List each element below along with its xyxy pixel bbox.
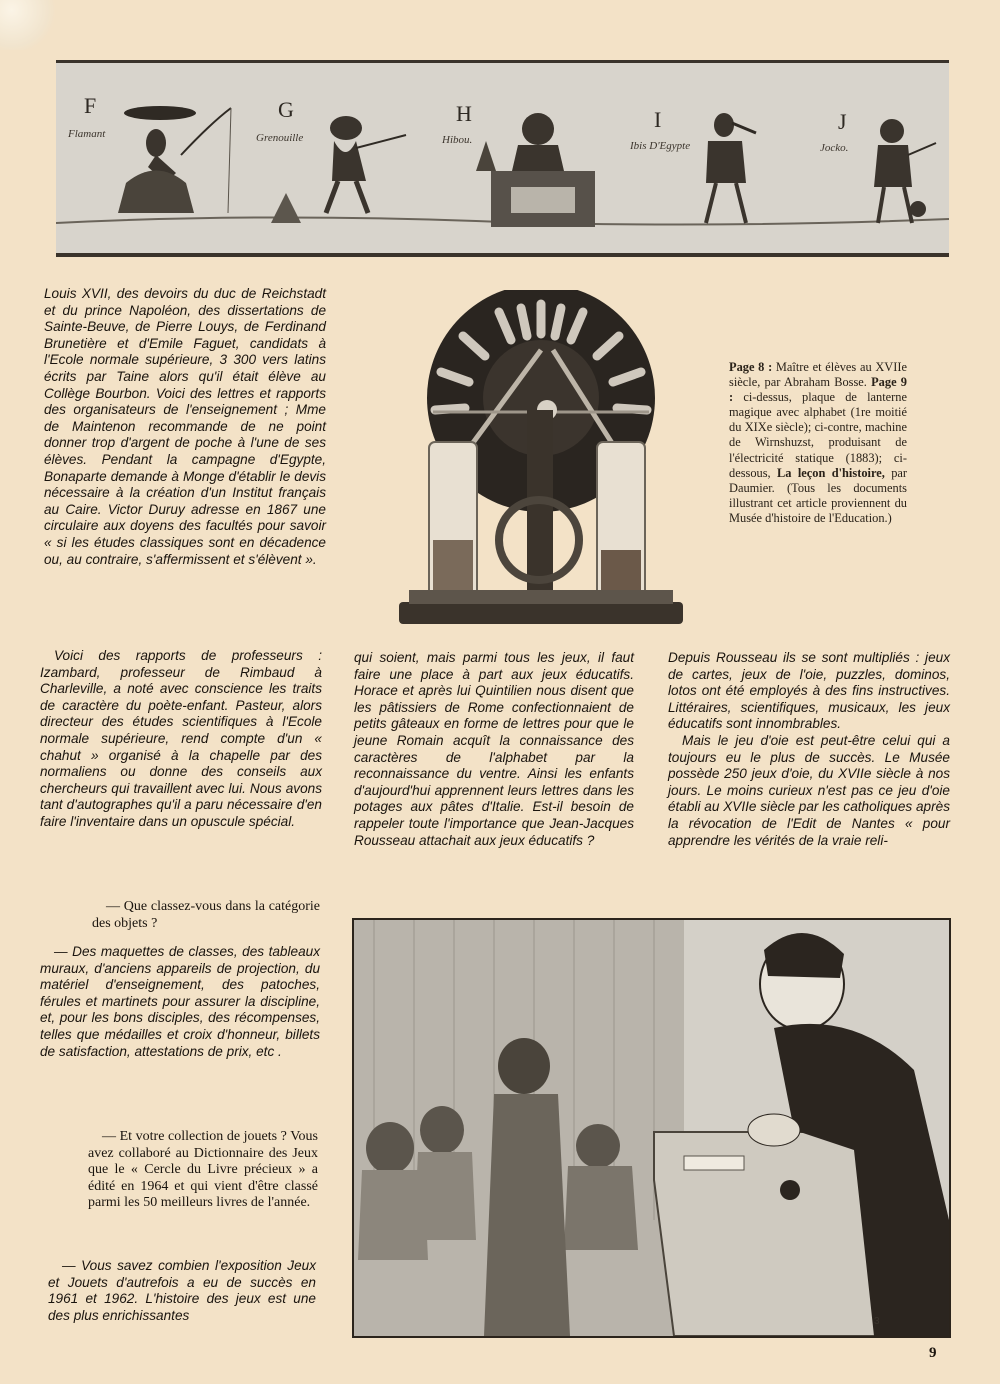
page-number: 9 (929, 1345, 937, 1361)
banner-letter: J (838, 109, 847, 134)
article-paragraph (354, 650, 634, 849)
paragraph-text: Mais le jeu d'oie est peut-être celui qui a toujours eu le plus de succès. Le Musée possède 250 jeux d'oie, du XVIIe siècle à nos jours. Le moins curieux n'est pas ce jeu d'oie établi au XVIIe siècle par les catholiques après la révocation de l'Edit de Nantes « pour apprendre les vérités de la vraie reli- (668, 732, 950, 848)
interview-answer (40, 944, 320, 1060)
caption-text: Maître et élèves au XVIIe siècle, par Abraham Bosse. (729, 360, 907, 390)
article-paragraph (44, 286, 326, 568)
interview-question (88, 1129, 318, 1212)
history-lesson-lithograph (352, 918, 951, 1338)
electrostatic-machine-photo (393, 290, 689, 630)
lantern-plate-illustration (56, 60, 949, 257)
caption-lead: La leçon d'histoire, (777, 465, 885, 480)
banner-name: Hibou. (442, 134, 473, 146)
banner-name: Grenouille (256, 132, 304, 144)
paragraph-text: Louis XVII, des devoirs du duc de Reichstadt et du prince Napoléon, des dissertations de Sainte-Beuve, de Pierre Louys, de Ferdinand Brunetière et d'Emile Faguet, candidats à l'Ecole normale supérieure, 3 300 vers latins écrits par Taine alors qu'il était élève au Collège Bourbon. Voici des lettres et rapports des organisateurs de l'enseignement ; Mme de Maintenon recommande de ne point donner trop d'argent de poche à l'une de ses élèves. Pendant la campagne d'Egypte, Bonaparte demande à Monge d'établir le devis nécessaire à la création d'un Institut français au Caire. Victor Duruy adresse en 1867 une circulaire aux doyens des facultés pour savoir « si les études classiques sont en décadence ou, au contraire, s'affermissent et s'élèvent ». (44, 286, 326, 567)
caption-text: par Daumier. (Tous les documents illustrant cet article proviennent du Musée d'histoire de l'Education.) (729, 465, 908, 525)
caption-lead: Page 9 : (729, 375, 907, 405)
figure-caption (729, 360, 907, 526)
banner-letter: F (84, 93, 97, 118)
banner-letter: G (278, 97, 294, 122)
question-text: — Et votre collection de jouets ? Vous avez collaboré au Dictionnaire des Jeux que le « Cercle du Livre précieux » a édité en 1964 et qui vient d'être classé parmi les 50 meilleurs livres de l'année. (88, 1129, 318, 1211)
caption-lead: Page 8 : (729, 360, 773, 374)
article-paragraph (668, 650, 950, 849)
artist-mark: 3 (874, 1316, 880, 1327)
interview-question (92, 899, 320, 932)
paragraph-text: qui soient, mais parmi tous les jeux, il faut faire une place à part aux jeux éducatifs. Horace et après lui Quintilien nous disent que les pâtissiers de Rome confectionnaient de petits gâteaux en forme de lettres pour que le jeune Romain acquît la connaissance des caractères de l'alphabet par la reconnaissance du ventre. Ainsi les enfants d'aujourd'hui apprennent leurs lettres dans les potages aux pâtes d'Italie. Est-il besoin de rappeler toute l'importance que Jean-Jacques Rousseau attachait aux jeux éducatifs ? (354, 650, 634, 848)
paper-stain (0, 0, 58, 50)
article-paragraph (40, 648, 322, 831)
interview-answer (48, 1258, 316, 1324)
caption-text: ci-dessus, plaque de lanterne magique avec alphabet (1re moitié du XIXe siècle); ci-contre, machine de Wirnshuzst, produisant de l'électricité statique (1883); ci-dessous, (729, 390, 907, 480)
paragraph-text: Depuis Rousseau ils se sont multipliés : jeux de cartes, jeux de l'oie, puzzles, dominos, lotos ont été employés à des fins instructives. Littéraires, scientifiques, musicaux, les jeux éducatifs sont innombrables. (668, 650, 950, 732)
answer-text: — Vous savez combien l'exposition Jeux et Jouets d'autrefois a eu de succès en 1961 et 1962. L'histoire des jeux est une des plus enrichissantes (48, 1258, 316, 1323)
banner-name: Flamant (68, 128, 106, 140)
question-text: — Que classez-vous dans la catégorie des objets ? (92, 899, 320, 931)
banner-letter: H (456, 101, 472, 126)
paragraph-text: Voici des rapports de professeurs : Izambard, professeur de Rimbaud à Charleville, a noté avec conscience les traits de caractère du poète-enfant. Pasteur, alors directeur des études scientifiques à l'Ecole normale supérieure, rend compte d'un « chahut » organisé à la chapelle par des normaliens ou donne des conseils aux chercheurs qui travaillent avec lui. Nous avons tant d'autographes qu'il a paru nécessaire d'en faire l'inventaire dans un opuscule spécial. (40, 648, 322, 829)
banner-letter: I (654, 107, 662, 132)
answer-text: — Des maquettes de classes, des tableaux muraux, d'anciens appareils de projection, du matériel d'enseignement, des patoches, férules et martinets pour assurer la discipline, et, pour les bons disciples, des récompenses, telles que médailles et croix d'honneur, billets de satisfaction, attestations de prix, etc . (40, 944, 320, 1059)
banner-name: Jocko. (820, 142, 849, 154)
banner-name: Ibis D'Egypte (630, 140, 691, 152)
